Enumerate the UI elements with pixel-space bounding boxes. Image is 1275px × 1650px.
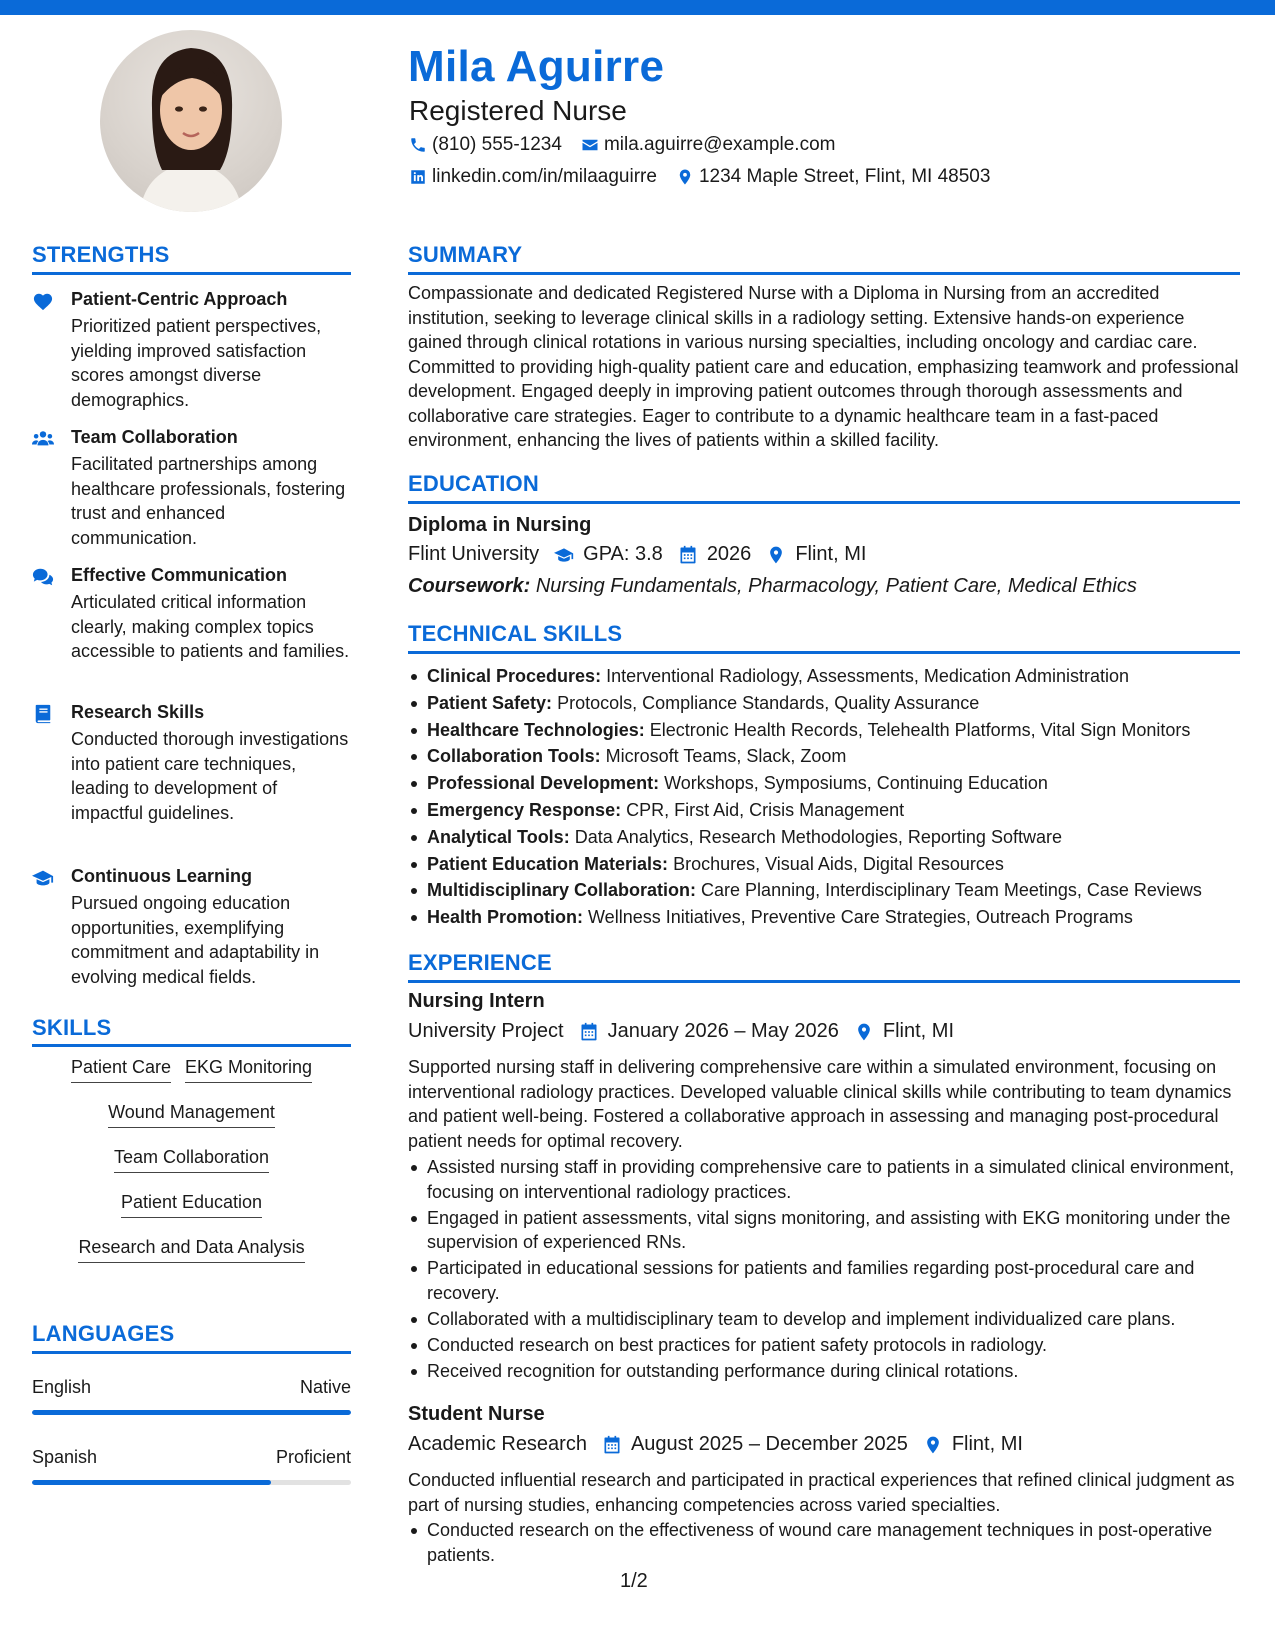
heart-icon	[32, 291, 56, 313]
gpa-text: GPA: 3.8	[583, 543, 663, 565]
language-level: Proficient	[275, 1447, 351, 1467]
job-title: Student Nurse	[408, 1403, 545, 1425]
envelope-icon	[580, 135, 600, 155]
location-group	[922, 1433, 1023, 1456]
education-meta	[408, 543, 880, 566]
top-accent-bar	[0, 0, 1275, 15]
calendar-icon	[601, 1434, 623, 1456]
skills-rule	[32, 1044, 351, 1047]
job-summary: Conducted influential research and participated in practical experiences that refined clinical judgment as part of nursing studies, enhancing competencies across varied specialties.	[408, 1470, 1235, 1515]
tech-skill-value: Care Planning, Interdisciplinary Team Meetings, Case Reviews	[701, 880, 1202, 901]
tech-skill-value: Wellness Initiatives, Preventive Care Strategies, Outreach Programs	[588, 907, 1133, 928]
comments-icon	[32, 567, 56, 589]
job-bullet: Collaborated with a multidisciplinary team to develop and implement individualized care plans.	[408, 1307, 1240, 1332]
job-meta	[408, 1433, 1037, 1456]
tech-skill-label: Healthcare Technologies:	[427, 719, 645, 740]
job-bullet: Received recognition for outstanding performance during clinical rotations.	[408, 1359, 1240, 1384]
job-bullets	[408, 1155, 1240, 1385]
skill-tag: Patient Education	[121, 1191, 262, 1218]
tech-skill-label: Patient Safety:	[427, 692, 553, 713]
email-text: mila.aguirre@example.com	[603, 134, 836, 155]
tech-skill-label: Analytical Tools:	[427, 826, 570, 847]
language-bar	[32, 1410, 351, 1415]
skill-tag: Team Collaboration	[114, 1146, 269, 1173]
location-group	[853, 1020, 954, 1043]
job-summary: Supported nursing staff in delivering comprehensive care within a simulated environment, focusing on interventional radiology practices. Developed valuable clinical skills while contributing to team dynamics and patient well-being. Fostered a collaborative approach in assessing and managing post-procedural patient needs for optimal recovery.	[408, 1057, 1232, 1151]
users-icon	[32, 429, 56, 451]
skill-tag: Research and Data Analysis	[78, 1236, 304, 1263]
skill-tag: Patient Care	[71, 1056, 171, 1083]
tech-skill-item	[408, 851, 1238, 878]
school-name: Flint University	[408, 543, 540, 565]
tech-skill-item	[408, 690, 1238, 717]
job-bullets	[408, 1518, 1240, 1569]
job-location: Flint, MI	[882, 1020, 955, 1042]
summary-heading: SUMMARY	[408, 242, 523, 267]
tech-skill-label: Collaboration Tools:	[427, 746, 601, 767]
experience-rule	[408, 980, 1240, 983]
language-bar-fill	[32, 1480, 271, 1485]
strength-title: Effective Communication	[71, 565, 288, 585]
job-bullet: Conducted research on the effectiveness of wound care management techniques in post-operative patients.	[408, 1518, 1240, 1567]
skills-list	[32, 1056, 351, 1281]
contact-row-1	[408, 134, 853, 156]
strength-title: Patient-Centric Approach	[71, 289, 288, 309]
technical-skills-heading: TECHNICAL SKILLS	[408, 621, 623, 646]
strengths-heading: STRENGTHS	[32, 242, 170, 267]
gpa-group	[553, 543, 663, 566]
year-group	[677, 543, 752, 566]
summary-rule	[408, 272, 1240, 275]
job-bullet: Conducted research on best practices for patient safety protocols in radiology.	[408, 1333, 1240, 1358]
coursework-text: Nursing Fundamentals, Pharmacology, Patient Care, Medical Ethics	[535, 575, 1137, 597]
location-text: Flint, MI	[795, 543, 867, 565]
map-pin-icon	[922, 1434, 944, 1456]
job-dates: August 2025 – December 2025	[630, 1433, 908, 1455]
strength-title: Team Collaboration	[71, 427, 238, 447]
tech-skill-item	[408, 663, 1238, 690]
contact-row-2	[408, 166, 1008, 188]
candidate-name: Mila Aguirre	[408, 42, 665, 91]
job-bullet: Engaged in patient assessments, vital signs monitoring, and assisting with EKG monitoring under the supervision of experienced RNs.	[408, 1206, 1240, 1255]
tech-skill-label: Patient Education Materials:	[427, 853, 669, 874]
education-rule	[408, 501, 1240, 504]
job-org: Academic Research	[408, 1433, 587, 1455]
tech-skill-item	[408, 904, 1238, 931]
calendar-icon	[578, 1021, 600, 1043]
strength-item	[32, 702, 351, 852]
contact-phone[interactable]	[408, 134, 562, 156]
contact-linkedin[interactable]	[408, 166, 657, 188]
year-text: 2026	[706, 543, 752, 565]
job-org: University Project	[408, 1020, 564, 1042]
strength-desc: Articulated critical information clearly, making complex topics accessible to patients and families.	[71, 592, 350, 661]
experience-heading: EXPERIENCE	[408, 950, 552, 975]
strength-desc: Pursued ongoing education opportunities, exemplifying commitment and adaptability in evolving medical fields.	[71, 893, 320, 987]
calendar-icon	[677, 544, 699, 566]
technical-skills-list	[408, 663, 1238, 931]
tech-skill-value: Microsoft Teams, Slack, Zoom	[605, 746, 847, 767]
book-icon	[32, 704, 56, 726]
language-item	[32, 1377, 351, 1415]
address-text: 1234 Maple Street, Flint, MI 48503	[698, 166, 991, 187]
job-dates: January 2026 – May 2026	[607, 1020, 839, 1042]
phone-icon	[408, 135, 428, 155]
map-pin-icon	[765, 544, 787, 566]
job-title: Nursing Intern	[408, 990, 545, 1012]
location-group	[765, 543, 866, 566]
language-name: English	[32, 1377, 92, 1397]
tech-skill-value: CPR, First Aid, Crisis Management	[626, 799, 905, 820]
tech-skill-item	[408, 770, 1238, 797]
strength-desc: Facilitated partnerships among healthcare professionals, fostering trust and enhanced communication.	[71, 454, 346, 548]
tech-skill-label: Clinical Procedures:	[427, 666, 602, 686]
degree-title: Diploma in Nursing	[408, 514, 592, 536]
tech-skill-item	[408, 797, 1238, 824]
contact-address	[675, 166, 991, 188]
strength-item	[32, 866, 351, 991]
strength-desc: Conducted thorough investigations into patient care techniques, leading to development of impactful guidelines.	[71, 729, 349, 823]
language-bar-fill	[32, 1410, 351, 1415]
tech-skill-value: Brochures, Visual Aids, Digital Resources	[673, 853, 1004, 874]
tech-skill-item	[408, 743, 1238, 770]
job-bullet: Assisted nursing staff in providing comprehensive care to patients in a simulated clinical environment, focusing on interventional radiology practices.	[408, 1155, 1240, 1204]
technical-skills-rule	[408, 651, 1240, 654]
tech-skill-label: Multidisciplinary Collaboration:	[427, 880, 697, 901]
dates-group	[601, 1433, 908, 1456]
skills-heading: SKILLS	[32, 1015, 112, 1040]
tech-skill-value: Electronic Health Records, Telehealth Platforms, Vital Sign Monitors	[649, 719, 1191, 740]
tech-skill-value: Interventional Radiology, Assessments, Medication Administration	[606, 666, 1130, 686]
language-bar	[32, 1480, 351, 1485]
language-name: Spanish	[32, 1447, 98, 1467]
page-number: 1/2	[620, 1570, 648, 1592]
tech-skill-item	[408, 717, 1238, 744]
map-pin-icon	[853, 1021, 875, 1043]
strength-title: Research Skills	[71, 702, 205, 722]
tech-skill-value: Workshops, Symposiums, Continuing Education	[664, 773, 1048, 794]
skill-tag: EKG Monitoring	[185, 1056, 312, 1083]
tech-skill-label: Emergency Response:	[427, 799, 622, 820]
linkedin-icon	[408, 167, 428, 187]
profile-photo	[100, 30, 282, 212]
strengths-rule	[32, 272, 351, 275]
languages-rule	[32, 1351, 351, 1354]
tech-skill-label: Health Promotion:	[427, 907, 583, 928]
job-bullet: Participated in educational sessions for patients and families regarding post-procedural care and recovery.	[408, 1256, 1240, 1305]
language-item	[32, 1447, 351, 1485]
skill-tag: Wound Management	[108, 1101, 275, 1128]
languages-heading: LANGUAGES	[32, 1321, 175, 1346]
tech-skill-item	[408, 877, 1238, 904]
strength-item	[32, 565, 351, 690]
job-location: Flint, MI	[951, 1433, 1023, 1455]
strength-desc: Prioritized patient perspectives, yielding improved satisfaction scores amongst diverse demographics.	[71, 316, 322, 410]
strength-item	[32, 289, 351, 414]
coursework	[408, 575, 1137, 598]
language-level: Native	[299, 1377, 351, 1397]
map-pin-icon	[675, 167, 695, 187]
graduation-cap-icon	[32, 868, 56, 890]
strength-item	[32, 427, 351, 552]
phone-text: (810) 555-1234	[432, 134, 562, 155]
education-heading: EDUCATION	[408, 471, 539, 496]
tech-skill-value: Data Analytics, Research Methodologies, Reporting Software	[574, 826, 1062, 847]
linkedin-text: linkedin.com/in/milaaguirre	[432, 166, 657, 187]
dates-group	[578, 1020, 839, 1043]
contact-email[interactable]	[580, 134, 836, 156]
candidate-role: Registered Nurse	[409, 95, 627, 126]
tech-skill-value: Protocols, Compliance Standards, Quality Assurance	[557, 692, 980, 713]
summary-text: Compassionate and dedicated Registered Nurse with a Diploma in Nursing from an accredited institution, seeking to leverage clinical skills in a radiology setting. Extensive hands-on experience gained through clinical rotations in various nursing specialties, including oncology and cardiac care. Committed to providing high-quality patient care and education, emphasizing teamwork and professional development. Engaged deeply in improving patient outcomes through thorough assessments and collaborative care strategies. Eager to contribute to a dynamic healthcare team in a fast-paced environment, enhancing the lives of patients within a skilled facility.	[408, 283, 1239, 450]
tech-skill-label: Professional Development:	[427, 773, 660, 794]
job-meta	[408, 1020, 968, 1043]
strength-title: Continuous Learning	[71, 866, 252, 886]
coursework-label: Coursework:	[408, 575, 531, 597]
tech-skill-item	[408, 824, 1238, 851]
graduation-cap-icon	[553, 544, 575, 566]
